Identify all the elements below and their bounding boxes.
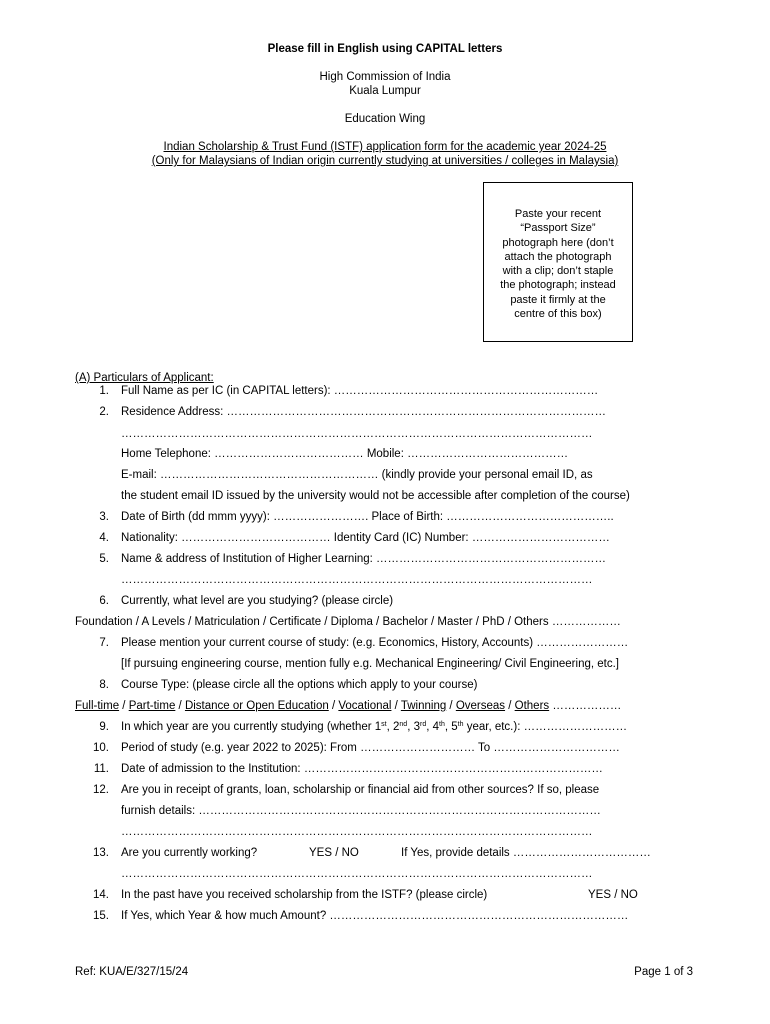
ordinal-suffix: th xyxy=(457,721,464,728)
option-others[interactable]: Others xyxy=(514,700,550,712)
residence-address-field-cont[interactable]: …………………………………………………………………………………………………………… xyxy=(121,428,593,440)
financial-aid-field-cont[interactable]: …………………………………………………………………………………………………………… xyxy=(121,826,593,838)
course-type-question: Course Type: (please circle all the options which apply to your course) xyxy=(121,679,478,691)
option-part-time[interactable]: Part-time xyxy=(128,700,176,712)
form-title xyxy=(0,141,770,153)
photo-box xyxy=(483,182,633,342)
study-level-question: Currently, what level are you studying? (please circle) xyxy=(121,595,394,607)
financial-aid-field[interactable]: furnish details: …………………………………………………………………………………………… xyxy=(121,805,601,817)
section-a-heading: (A) Particulars of Applicant: xyxy=(75,372,214,384)
option-distance-education[interactable]: Distance or Open Education xyxy=(184,700,329,712)
residence-address-field[interactable]: Residence Address: ……………………………………………………………………………………… xyxy=(121,406,606,418)
item-number: 1. xyxy=(99,385,109,397)
date-of-birth-field[interactable]: Date of Birth (dd mmm yyyy): ……………………. Place of Birth: …………………………………….. xyxy=(121,511,614,523)
scholarship-amount-field[interactable]: If Yes, which Year & how much Amount? …………………………………………………………………… xyxy=(121,910,629,922)
item-number: 12. xyxy=(93,784,109,796)
course-type-options[interactable] xyxy=(75,700,621,712)
work-details-field[interactable]: If Yes, provide details ……………………………… xyxy=(401,847,651,859)
photo-line: attach the photograph xyxy=(504,250,612,263)
photo-line: centre of this box) xyxy=(514,308,602,321)
reference-number: Ref: KUA/E/327/15/24 xyxy=(75,966,189,978)
org-name: High Commission of India xyxy=(319,71,451,83)
item-number: 6. xyxy=(99,595,109,607)
item-number: 10. xyxy=(93,742,109,754)
current-year-text: , 5 xyxy=(444,721,458,733)
admission-date-field[interactable]: Date of admission to the Institution: …………………………………………………………………… xyxy=(121,763,603,775)
full-name-field[interactable]: Full Name as per IC (in CAPITAL letters): …………………………………………………………… xyxy=(121,385,599,397)
current-year-field[interactable] xyxy=(121,721,627,733)
financial-aid-question: Are you in receipt of grants, loan, scholarship or financial aid from other sources? If so, please xyxy=(121,784,600,796)
option-vocational[interactable]: Vocational xyxy=(338,700,392,712)
ordinal-suffix: nd xyxy=(399,721,408,728)
ordinal-suffix: rd xyxy=(420,721,427,728)
institution-field[interactable]: Name & address of Institution of Higher Learning: …………………………………………………… xyxy=(121,553,607,565)
item-number: 2. xyxy=(99,406,109,418)
option-full-time[interactable]: Full-time xyxy=(75,700,120,712)
current-year-text: , 3 xyxy=(407,721,420,733)
others-blank[interactable]: ……………… xyxy=(549,700,622,712)
ordinal-suffix: st xyxy=(381,721,387,728)
item-number: 8. xyxy=(99,679,109,691)
wing-name: Education Wing xyxy=(344,113,426,125)
item-number: 15. xyxy=(93,910,109,922)
working-yes-no[interactable]: YES / NO xyxy=(309,847,359,859)
separator: / xyxy=(446,700,456,712)
instruction-heading: Please fill in English using CAPITAL letters xyxy=(267,43,503,55)
separator: / xyxy=(505,700,515,712)
form-subtitle xyxy=(0,155,770,167)
option-overseas[interactable]: Overseas xyxy=(455,700,506,712)
photo-line: “Passport Size” xyxy=(520,222,596,235)
period-of-study-field[interactable]: Period of study (e.g. year 2022 to 2025): From ………………………… To …………………………… xyxy=(121,742,620,754)
email-note: the student email ID issued by the university would not be accessible after completion of the course) xyxy=(121,490,630,502)
institution-field-cont[interactable]: …………………………………………………………………………………………………………… xyxy=(121,574,593,586)
item-number: 9. xyxy=(99,721,109,733)
photo-line: with a clip; don’t staple xyxy=(502,265,614,278)
item-number: 14. xyxy=(93,889,109,901)
item-number: 13. xyxy=(93,847,109,859)
current-year-blank[interactable]: year, etc.): ……………………… xyxy=(463,721,628,733)
photo-line: Paste your recent xyxy=(514,208,602,220)
working-question: Are you currently working? xyxy=(121,847,258,859)
separator: / xyxy=(391,700,401,712)
item-number: 11. xyxy=(93,763,109,775)
email-field[interactable]: E-mail: ………………………………………………… (kindly provide your personal email ID, as xyxy=(121,469,593,481)
past-scholarship-yes-no[interactable]: YES / NO xyxy=(588,889,638,901)
course-of-study-field[interactable]: Please mention your current course of study: (e.g. Economics, History, Accounts) …………………… xyxy=(121,637,629,649)
separator: / xyxy=(175,700,185,712)
ordinal-suffix: th xyxy=(439,721,445,728)
option-twinning[interactable]: Twinning xyxy=(400,700,447,712)
org-location: Kuala Lumpur xyxy=(349,85,421,97)
current-year-text: In which year are you currently studying (whether 1 xyxy=(121,721,382,733)
page-number: Page 1 of 3 xyxy=(634,966,693,978)
home-telephone-field[interactable]: Home Telephone: ………………………………… Mobile: …………………………………… xyxy=(121,448,569,460)
item-number: 7. xyxy=(99,637,109,649)
engineering-note: [If pursuing engineering course, mention fully e.g. Mechanical Engineering/ Civil Engineering, etc.] xyxy=(121,658,619,670)
separator: / xyxy=(328,700,339,712)
photo-line: photograph here (don’t xyxy=(502,236,614,249)
current-year-text: , 2 xyxy=(386,721,400,733)
item-number: 4. xyxy=(99,532,109,544)
past-scholarship-question: In the past have you received scholarship from the ISTF? (please circle) xyxy=(121,889,488,901)
form-subtitle-text: (Only for Malaysians of Indian origin currently studying at universities / colleges in Malaysia) xyxy=(151,155,619,167)
item-number: 3. xyxy=(99,511,109,523)
form-title-text: Indian Scholarship & Trust Fund (ISTF) application form for the academic year 2024-25 xyxy=(163,141,607,153)
current-year-text: , 4 xyxy=(426,721,440,733)
photo-instructions xyxy=(484,207,632,321)
separator: / xyxy=(119,700,129,712)
item-number: 5. xyxy=(99,553,109,565)
work-details-field-cont[interactable]: …………………………………………………………………………………………………………… xyxy=(121,868,593,880)
photo-line: paste it firmly at the xyxy=(510,293,606,306)
photo-line: the photograph; instead xyxy=(500,279,616,292)
study-level-options[interactable]: Foundation / A Levels / Matriculation / Certificate / Diploma / Bachelor / Master / PhD / Others ……………… xyxy=(75,616,621,628)
nationality-field[interactable]: Nationality: ………………………………… Identity Card (IC) Number: ……………………………… xyxy=(121,532,610,544)
